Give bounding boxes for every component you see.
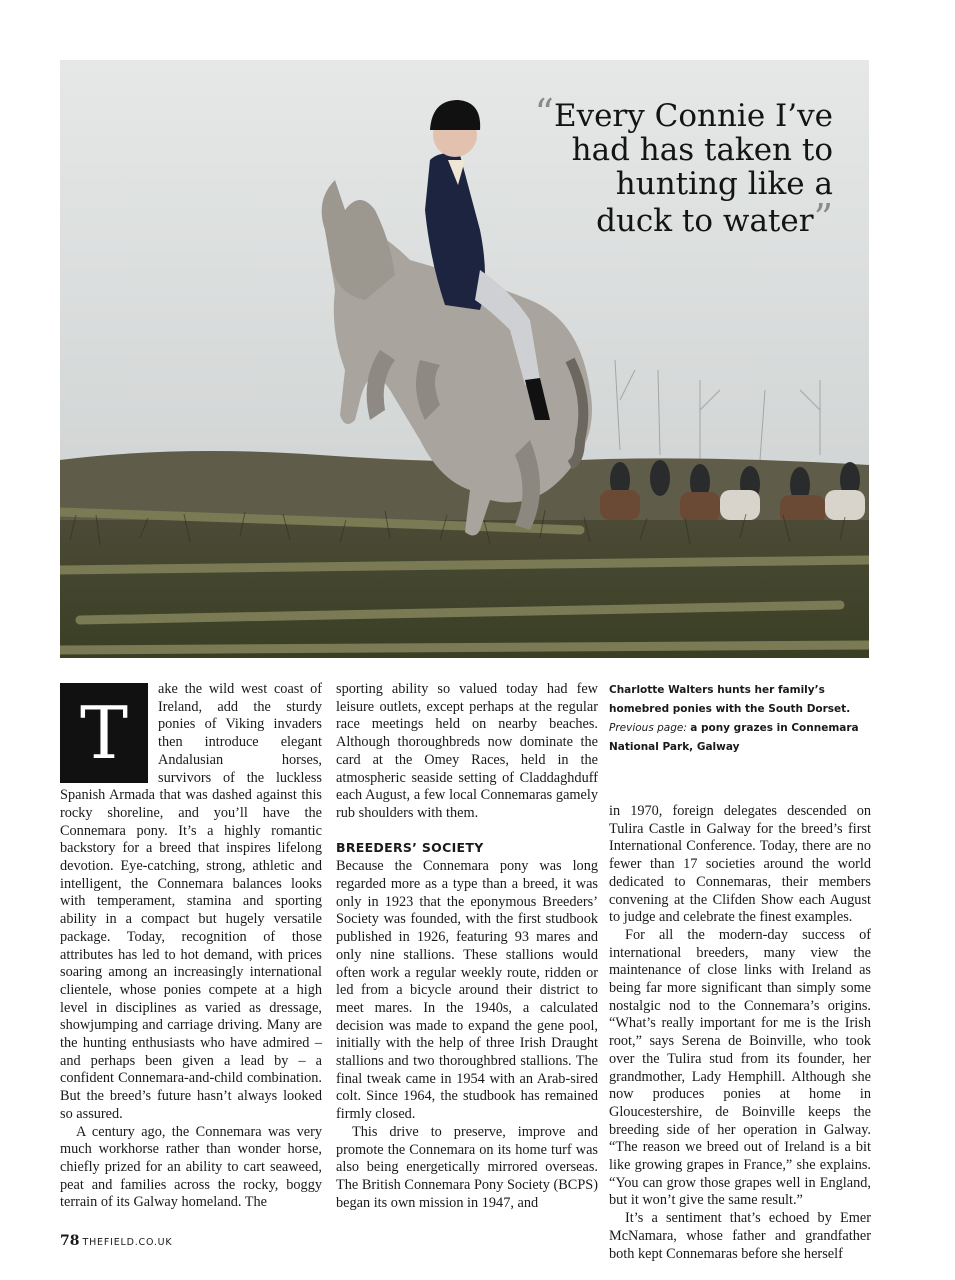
caption-italic: Previous page: (609, 722, 687, 734)
photo-caption (609, 681, 871, 757)
drop-cap: T (60, 683, 148, 783)
column3-paragraph-2: For all the modern-day success of international breeders, many view the maintenance of close links with Ireland as being far more significant than simply some nostalgic nod to the Connemara’s origins. “What’s really important for me is the Irish root,” says Serena de Boinville, who took over the Tulira stud from its founder, her grandmother, Lady Hemphill. Although she now produces ponies at home in Gloucestershire, de Boinville keeps the breeding side of her operation in Galway. “The reason we breed out of Ireland is a bit like growing grapes in France,” she explains. “You can grow those grapes well in England, but it won’t give the same result.” (609, 926, 871, 1209)
article-column-2 (336, 681, 598, 1212)
column1-paragraph-2: A century ago, the Connemara was very much workhorse rather than wonder horse, chiefly prized for an ability to cart seaweed, peat and families across the rocky, boggy terrain of its Galway homeland. The (60, 1123, 322, 1211)
article-column-3 (609, 681, 871, 1263)
section-subhead: BREEDERS’ SOCIETY (336, 839, 484, 855)
column1-paragraph-1: ake the wild west coast of Ireland, add the sturdy ponies of Viking invaders then introduce elegant Andalusian horses, survivors of the luckless Spanish Armada that was dashed against this rocky shoreline, and you’ll have the Connemara pony. It’s a highly romantic backstory for a breed that inspires lifelong devotion. Eye-catching, strong, athletic and intelligent, the Connemara balances looks with temperament, stamina and sporting ability in a compact but hugely versatile package. Today, recognition of those attributes has led to hot demand, with prices soaring among an increasingly international clientele, whose ponies compete at a high level in disciplines as varied as dressage, showjumping and carriage driving. Many are the hunting enthusiasts who have admired – and perhaps been given a lead by – a confident Connemara-and-child combination. But the breed’s future hasn’t always looked so assured. (60, 681, 322, 1122)
hero-photo (60, 60, 869, 658)
pull-quote (533, 91, 833, 240)
close-quote-mark: ” (813, 196, 833, 240)
column3-paragraph-1: in 1970, foreign delegates descended on Tulira Castle in Galway for the breed’s first International Conference. Today, there are no fewer than 17 societies around the world dedicated to Connemaras, their members convening at the Clifden Show each August to judge and celebrate the finest examples. (609, 803, 871, 926)
column3-paragraph-3: It’s a sentiment that’s echoed by Emer McNamara, whose father and grandfather both kept Connemaras before she herself (609, 1210, 871, 1262)
caption-rest: a pony grazes in Connemara National Park, Galway (609, 722, 859, 753)
column2-paragraph-3: This drive to preserve, improve and promote the Connemara on its home turf was also being energetically mirrored overseas. The British Connemara Pony Society (BCPS) began its own mission in 1947, and (336, 1123, 598, 1211)
page-number: 78 (60, 1233, 80, 1249)
article-column-1 (60, 681, 322, 1212)
caption-bold: Charlotte Walters hunts her family’s homebred ponies with the South Dorset. (609, 684, 851, 715)
pull-quote-text: Every Connie I’ve had has taken to hunting like a duck to water (553, 98, 833, 239)
open-quote-mark: “ (534, 91, 554, 135)
page-footer (60, 1233, 172, 1249)
site-name: THEFIELD.CO.UK (82, 1237, 173, 1248)
column2-paragraph-1: sporting ability so valued today had few leisure outlets, except perhaps at the regular race meetings held on nearby beaches. Although thoroughbreds now dominate the card at the Omey Races, held in the atmospheric seaside setting of Claddaghduff each August, a few local Connemaras gamely rub shoulders with them. (336, 681, 598, 821)
column2-paragraph-2: Because the Connemara pony was long regarded more as a type than a breed, it was only in 1923 that the eponymous Breeders’ Society was founded, with the first studbook published in 1926, featuring 93 mares and only nine stallions. These stallions would often work a regular weekly route, ridden or led from a bicycle around their district to meet mares. In the 1940s, a calculated decision was made to expand the gene pool, initially with the help of three Irish Draught stallions and two thoroughbred stallions. The final tweak came in 1954 with an Arab-sired colt. Since 1964, the studbook has remained firmly closed. (336, 858, 598, 1123)
